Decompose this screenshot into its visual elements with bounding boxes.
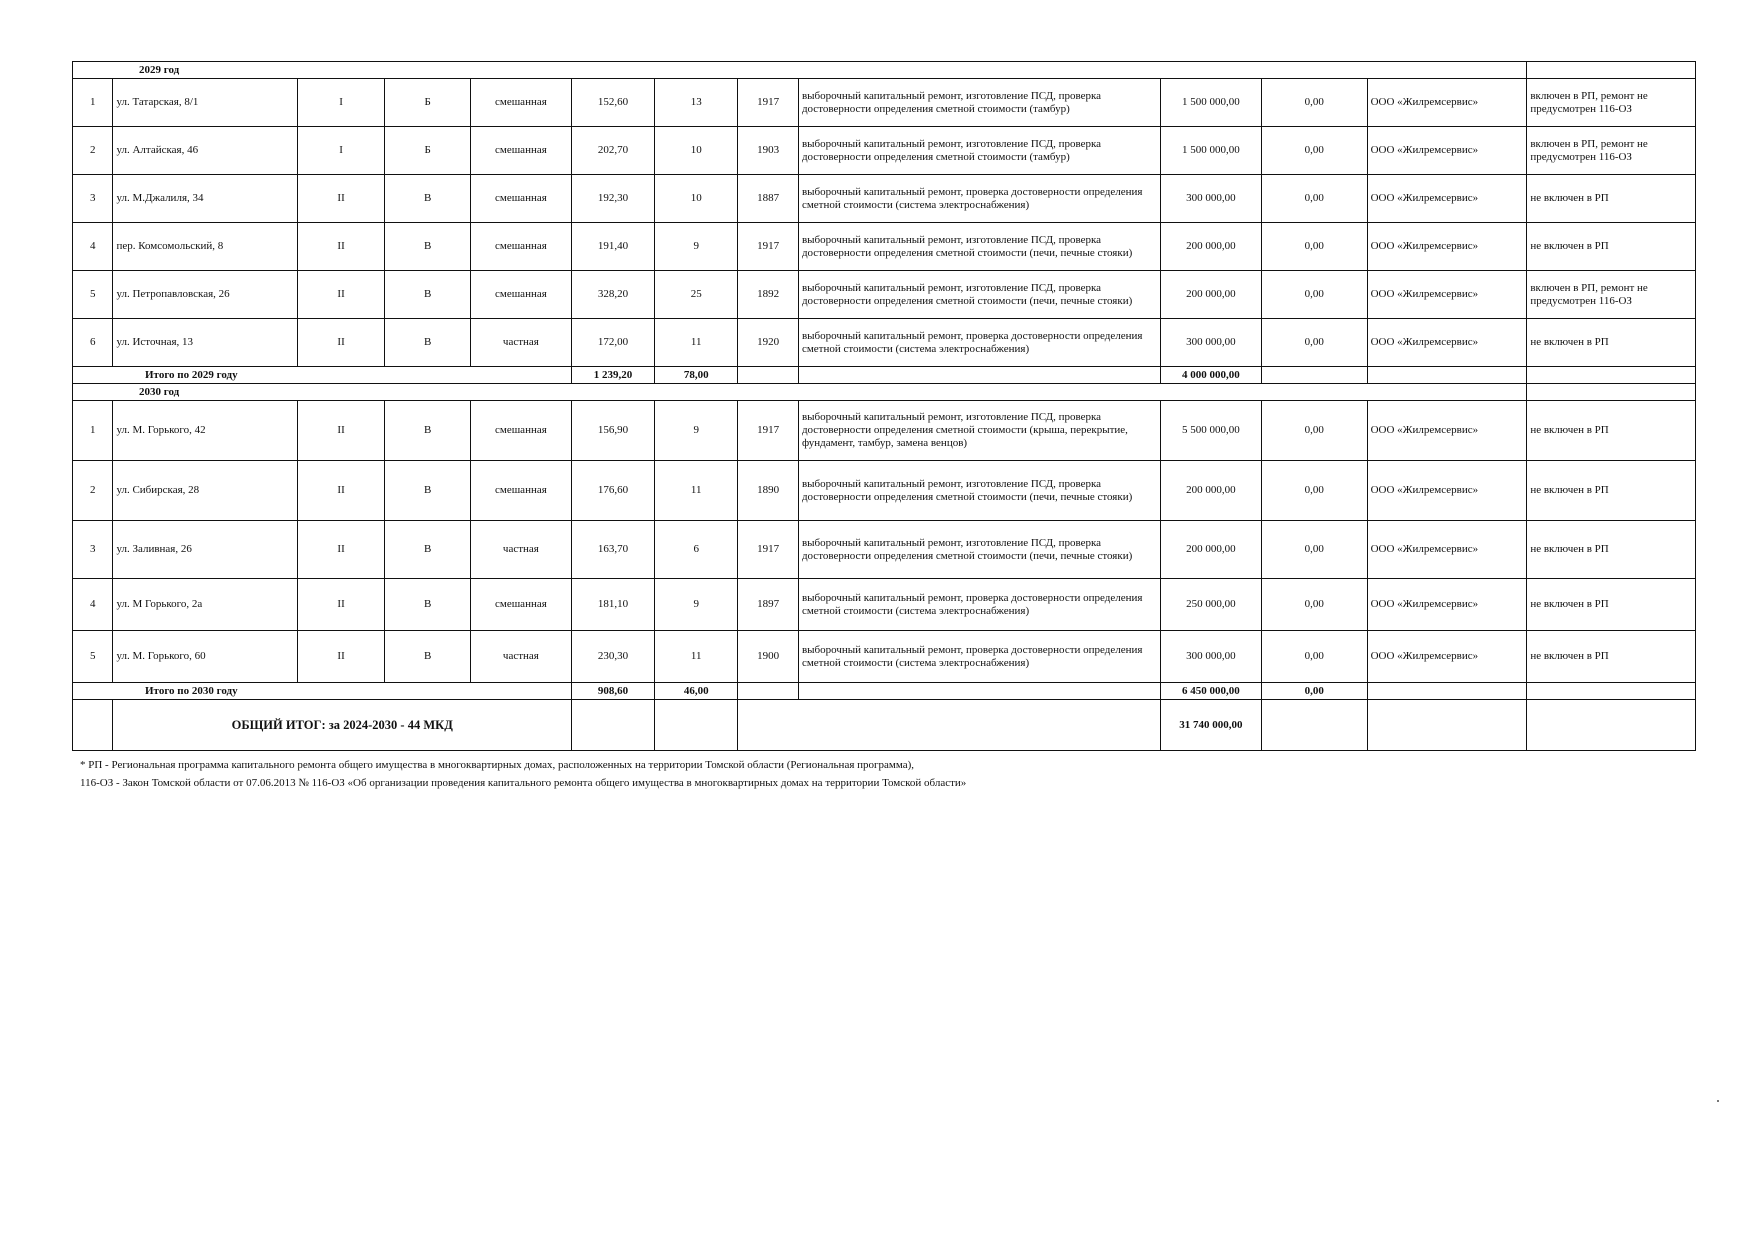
- empty-cell: [1261, 700, 1367, 751]
- note-cell: не включен в РП: [1527, 521, 1696, 579]
- ownership-cell: смешанная: [470, 401, 571, 461]
- group-cell: II: [297, 319, 385, 367]
- year-header-note-cell: [1527, 384, 1696, 401]
- grand-total-cost: 31 740 000,00: [1160, 700, 1261, 751]
- year-total-label: Итого по 2029 году: [73, 367, 572, 384]
- area-cell: 172,00: [571, 319, 654, 367]
- note-cell: не включен в РП: [1527, 223, 1696, 271]
- work-description-cell: выборочный капитальный ремонт, проверка достоверности определения сметной стоимости (система электроснабжения): [798, 631, 1160, 683]
- empty-cell: [1527, 683, 1696, 700]
- area-cell: 176,60: [571, 461, 654, 521]
- extra-cost-cell: 0,00: [1261, 401, 1367, 461]
- address-cell: ул. Петропавловская, 26: [113, 271, 297, 319]
- cost-cell: 300 000,00: [1160, 631, 1261, 683]
- row-number: 5: [73, 631, 113, 683]
- area-cell: 328,20: [571, 271, 654, 319]
- cost-cell: 1 500 000,00: [1160, 127, 1261, 175]
- group-cell: II: [297, 631, 385, 683]
- address-cell: ул. Источная, 13: [113, 319, 297, 367]
- ownership-cell: частная: [470, 521, 571, 579]
- empty-cell: [1527, 367, 1696, 384]
- note-cell: не включен в РП: [1527, 401, 1696, 461]
- empty-cell: [1367, 367, 1527, 384]
- empty-cell: [655, 700, 738, 751]
- ownership-cell: частная: [470, 319, 571, 367]
- ownership-cell: смешанная: [470, 127, 571, 175]
- empty-cell: [798, 367, 1160, 384]
- count-cell: 9: [655, 401, 738, 461]
- group-cell: I: [297, 79, 385, 127]
- contractor-cell: ООО «Жилремсервис»: [1367, 401, 1527, 461]
- year-total-extra: [1261, 367, 1367, 384]
- table-row: [73, 127, 1696, 175]
- group-cell: II: [297, 271, 385, 319]
- note-cell: включен в РП, ремонт не предусмотрен 116-ОЗ: [1527, 127, 1696, 175]
- table-row: [73, 319, 1696, 367]
- category-cell: В: [385, 631, 470, 683]
- contractor-cell: ООО «Жилремсервис»: [1367, 521, 1527, 579]
- category-cell: В: [385, 461, 470, 521]
- year-label: 2030 год: [73, 384, 1527, 401]
- contractor-cell: ООО «Жилремсервис»: [1367, 223, 1527, 271]
- table-row: [73, 401, 1696, 461]
- ownership-cell: частная: [470, 631, 571, 683]
- row-number: 2: [73, 461, 113, 521]
- area-cell: 202,70: [571, 127, 654, 175]
- address-cell: ул. М.Джалиля, 34: [113, 175, 297, 223]
- contractor-cell: ООО «Жилремсервис»: [1367, 175, 1527, 223]
- ownership-cell: смешанная: [470, 271, 571, 319]
- ownership-cell: смешанная: [470, 461, 571, 521]
- count-cell: 25: [655, 271, 738, 319]
- year-built-cell: 1887: [738, 175, 799, 223]
- group-cell: II: [297, 401, 385, 461]
- note-cell: не включен в РП: [1527, 319, 1696, 367]
- contractor-cell: ООО «Жилремсервис»: [1367, 579, 1527, 631]
- count-cell: 9: [655, 223, 738, 271]
- contractor-cell: ООО «Жилремсервис»: [1367, 631, 1527, 683]
- extra-cost-cell: 0,00: [1261, 175, 1367, 223]
- area-cell: 192,30: [571, 175, 654, 223]
- year-built-cell: 1897: [738, 579, 799, 631]
- empty-cell: [1367, 683, 1527, 700]
- empty-cell: [73, 700, 113, 751]
- extra-cost-cell: 0,00: [1261, 579, 1367, 631]
- area-cell: 191,40: [571, 223, 654, 271]
- area-cell: 181,10: [571, 579, 654, 631]
- empty-cell: [798, 683, 1160, 700]
- year-total-cost: 6 450 000,00: [1160, 683, 1261, 700]
- year-built-cell: 1892: [738, 271, 799, 319]
- category-cell: В: [385, 175, 470, 223]
- work-description-cell: выборочный капитальный ремонт, изготовление ПСД, проверка достоверности определения сметной стоимости (печи, печные стояки): [798, 521, 1160, 579]
- address-cell: ул. М. Горького, 60: [113, 631, 297, 683]
- year-built-cell: 1900: [738, 631, 799, 683]
- ownership-cell: смешанная: [470, 79, 571, 127]
- year-total-extra: 0,00: [1261, 683, 1367, 700]
- group-cell: I: [297, 127, 385, 175]
- contractor-cell: ООО «Жилремсервис»: [1367, 461, 1527, 521]
- row-number: 3: [73, 521, 113, 579]
- footnote-law: 116-ОЗ - Закон Томской области от 07.06.2013 № 116-ОЗ «Об организации проведения капитального ремонта общего имущества в многоквартирных домах на территории Томской области»: [80, 777, 967, 789]
- year-total-row: [73, 683, 1696, 700]
- row-number: 2: [73, 127, 113, 175]
- category-cell: В: [385, 271, 470, 319]
- scan-speck: [1717, 1100, 1719, 1102]
- work-description-cell: выборочный капитальный ремонт, проверка достоверности определения сметной стоимости (система электроснабжения): [798, 579, 1160, 631]
- row-number: 5: [73, 271, 113, 319]
- category-cell: В: [385, 223, 470, 271]
- year-total-count: 78,00: [655, 367, 738, 384]
- category-cell: В: [385, 319, 470, 367]
- note-cell: включен в РП, ремонт не предусмотрен 116-ОЗ: [1527, 271, 1696, 319]
- cost-cell: 1 500 000,00: [1160, 79, 1261, 127]
- work-description-cell: выборочный капитальный ремонт, изготовление ПСД, проверка достоверности определения сметной стоимости (крыша, перекрытие, фундамент, тамбур, замена венцов): [798, 401, 1160, 461]
- year-total-row: [73, 367, 1696, 384]
- empty-cell: [738, 700, 1161, 751]
- area-cell: 156,90: [571, 401, 654, 461]
- row-number: 4: [73, 223, 113, 271]
- year-header-row: [73, 62, 1696, 79]
- contractor-cell: ООО «Жилремсервис»: [1367, 127, 1527, 175]
- contractor-cell: ООО «Жилремсервис»: [1367, 271, 1527, 319]
- row-number: 6: [73, 319, 113, 367]
- row-number: 3: [73, 175, 113, 223]
- year-built-cell: 1903: [738, 127, 799, 175]
- empty-cell: [738, 683, 799, 700]
- ownership-cell: смешанная: [470, 579, 571, 631]
- table-row: [73, 79, 1696, 127]
- group-cell: II: [297, 461, 385, 521]
- contractor-cell: ООО «Жилремсервис»: [1367, 319, 1527, 367]
- group-cell: II: [297, 223, 385, 271]
- ownership-cell: смешанная: [470, 175, 571, 223]
- year-built-cell: 1890: [738, 461, 799, 521]
- note-cell: не включен в РП: [1527, 579, 1696, 631]
- extra-cost-cell: 0,00: [1261, 223, 1367, 271]
- address-cell: ул. Заливная, 26: [113, 521, 297, 579]
- year-total-cost: 4 000 000,00: [1160, 367, 1261, 384]
- address-cell: ул. М. Горького, 42: [113, 401, 297, 461]
- empty-cell: [571, 700, 654, 751]
- year-header-row: [73, 384, 1696, 401]
- area-cell: 230,30: [571, 631, 654, 683]
- work-description-cell: выборочный капитальный ремонт, изготовление ПСД, проверка достоверности определения сметной стоимости (тамбур): [798, 79, 1160, 127]
- note-cell: не включен в РП: [1527, 175, 1696, 223]
- year-label: 2029 год: [73, 62, 1527, 79]
- work-description-cell: выборочный капитальный ремонт, проверка достоверности определения сметной стоимости (система электроснабжения): [798, 175, 1160, 223]
- count-cell: 13: [655, 79, 738, 127]
- year-total-count: 46,00: [655, 683, 738, 700]
- cost-cell: 300 000,00: [1160, 319, 1261, 367]
- group-cell: II: [297, 175, 385, 223]
- row-number: 1: [73, 79, 113, 127]
- address-cell: ул. Сибирская, 28: [113, 461, 297, 521]
- ownership-cell: смешанная: [470, 223, 571, 271]
- year-built-cell: 1917: [738, 223, 799, 271]
- empty-cell: [738, 367, 799, 384]
- year-header-note-cell: [1527, 62, 1696, 79]
- table-row: [73, 521, 1696, 579]
- table-row: [73, 579, 1696, 631]
- count-cell: 11: [655, 631, 738, 683]
- note-cell: включен в РП, ремонт не предусмотрен 116-ОЗ: [1527, 79, 1696, 127]
- count-cell: 10: [655, 175, 738, 223]
- work-description-cell: выборочный капитальный ремонт, проверка достоверности определения сметной стоимости (система электроснабжения): [798, 319, 1160, 367]
- extra-cost-cell: 0,00: [1261, 461, 1367, 521]
- table-row: [73, 631, 1696, 683]
- extra-cost-cell: 0,00: [1261, 127, 1367, 175]
- address-cell: пер. Комсомольский, 8: [113, 223, 297, 271]
- repair-schedule-table: [72, 61, 1696, 751]
- count-cell: 11: [655, 319, 738, 367]
- table-row: [73, 175, 1696, 223]
- cost-cell: 5 500 000,00: [1160, 401, 1261, 461]
- footnote-rp: * РП - Региональная программа капитального ремонта общего имущества в многоквартирных домах, расположенных на территории Томской области (Региональная программа),: [80, 759, 915, 771]
- table-row: [73, 271, 1696, 319]
- category-cell: В: [385, 401, 470, 461]
- row-number: 1: [73, 401, 113, 461]
- cost-cell: 200 000,00: [1160, 521, 1261, 579]
- area-cell: 163,70: [571, 521, 654, 579]
- cost-cell: 200 000,00: [1160, 223, 1261, 271]
- extra-cost-cell: 0,00: [1261, 271, 1367, 319]
- area-cell: 152,60: [571, 79, 654, 127]
- count-cell: 10: [655, 127, 738, 175]
- grand-total-label: ОБЩИЙ ИТОГ: за 2024-2030 - 44 МКД: [113, 700, 572, 751]
- address-cell: ул. М Горького, 2а: [113, 579, 297, 631]
- work-description-cell: выборочный капитальный ремонт, изготовление ПСД, проверка достоверности определения сметной стоимости (тамбур): [798, 127, 1160, 175]
- address-cell: ул. Алтайская, 46: [113, 127, 297, 175]
- cost-cell: 300 000,00: [1160, 175, 1261, 223]
- year-total-area: 908,60: [571, 683, 654, 700]
- extra-cost-cell: 0,00: [1261, 631, 1367, 683]
- table-body: [73, 62, 1696, 751]
- count-cell: 9: [655, 579, 738, 631]
- cost-cell: 250 000,00: [1160, 579, 1261, 631]
- contractor-cell: ООО «Жилремсервис»: [1367, 79, 1527, 127]
- category-cell: В: [385, 579, 470, 631]
- empty-cell: [1527, 700, 1696, 751]
- year-built-cell: 1920: [738, 319, 799, 367]
- extra-cost-cell: 0,00: [1261, 79, 1367, 127]
- table-row: [73, 461, 1696, 521]
- work-description-cell: выборочный капитальный ремонт, изготовление ПСД, проверка достоверности определения сметной стоимости (печи, печные стояки): [798, 223, 1160, 271]
- year-built-cell: 1917: [738, 79, 799, 127]
- cost-cell: 200 000,00: [1160, 461, 1261, 521]
- group-cell: II: [297, 579, 385, 631]
- grand-total-row: [73, 700, 1696, 751]
- group-cell: II: [297, 521, 385, 579]
- count-cell: 11: [655, 461, 738, 521]
- extra-cost-cell: 0,00: [1261, 319, 1367, 367]
- cost-cell: 200 000,00: [1160, 271, 1261, 319]
- category-cell: Б: [385, 79, 470, 127]
- row-number: 4: [73, 579, 113, 631]
- category-cell: Б: [385, 127, 470, 175]
- count-cell: 6: [655, 521, 738, 579]
- work-description-cell: выборочный капитальный ремонт, изготовление ПСД, проверка достоверности определения сметной стоимости (печи, печные стояки): [798, 461, 1160, 521]
- table-row: [73, 223, 1696, 271]
- year-total-area: 1 239,20: [571, 367, 654, 384]
- year-total-label: Итого по 2030 году: [73, 683, 572, 700]
- work-description-cell: выборочный капитальный ремонт, изготовление ПСД, проверка достоверности определения сметной стоимости (печи, печные стояки): [798, 271, 1160, 319]
- year-built-cell: 1917: [738, 521, 799, 579]
- year-built-cell: 1917: [738, 401, 799, 461]
- empty-cell: [1367, 700, 1527, 751]
- extra-cost-cell: 0,00: [1261, 521, 1367, 579]
- address-cell: ул. Татарская, 8/1: [113, 79, 297, 127]
- category-cell: В: [385, 521, 470, 579]
- note-cell: не включен в РП: [1527, 631, 1696, 683]
- note-cell: не включен в РП: [1527, 461, 1696, 521]
